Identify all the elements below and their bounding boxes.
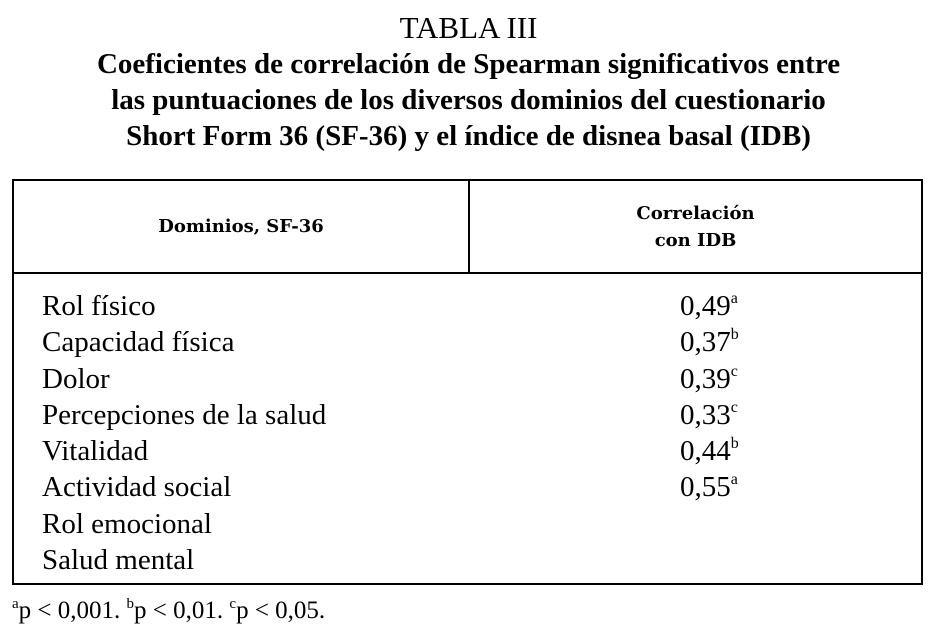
table-row [14,288,921,324]
table-row [14,542,921,578]
footnote-text: p < 0,001. [18,597,121,624]
correlation-value: 0,49 [680,290,731,322]
domain-cell: Salud mental [42,544,195,577]
correlation-cell [680,469,738,505]
footnote-mark: b [126,596,135,612]
significance-mark: b [730,435,739,453]
table-header-row [14,181,921,274]
footnote-text: p < 0,05. [236,597,326,624]
correlation-value: 0,37 [680,326,731,359]
table-row [14,469,921,505]
domain-cell: Percepciones de la salud [42,398,327,431]
table-caption [12,46,925,154]
significance-mark: b [730,326,739,344]
table-body [14,288,921,578]
correlation-value: 0,39 [680,362,731,395]
footnote-text: p < 0,01. [134,597,224,624]
caption-line-1: Coeficientes de correlación de Spearman significativos entre [96,48,841,80]
correlation-cell [680,433,739,469]
domain-cell: Rol emocional [42,507,212,540]
significance-mark: c [730,398,738,416]
column-header-correlation [470,181,921,272]
table-row [14,433,921,469]
column-header-correlation-line2: con IDB [654,229,737,251]
footnote-mark: a [12,596,19,612]
domain-cell: Rol físico [42,290,156,322]
table-row [14,506,921,542]
table-title-block [0,10,937,154]
domain-cell: Vitalidad [42,435,149,468]
correlation-table [12,179,923,585]
correlation-cell [680,397,738,433]
column-header-domains-label: Dominios, SF-36 [158,216,324,237]
table-label: TABLA III [399,10,538,45]
column-header-domains [14,181,468,272]
correlation-value: 0,55 [680,471,731,504]
correlation-value: 0,33 [680,398,731,431]
significance-mark: c [730,362,738,380]
table-footnote [12,596,325,626]
caption-line-2: las puntuaciones de los diversos dominios del cuestionario [111,84,826,116]
correlation-value: 0,44 [680,435,731,468]
correlation-cell [680,288,738,324]
caption-line-3: Short Form 36 (SF-36) y el índice de disnea basal (IDB) [126,120,811,152]
domain-cell: Capacidad física [42,326,235,359]
domain-cell: Dolor [42,362,110,395]
domain-cell: Actividad social [42,471,232,504]
table-row [14,397,921,433]
correlation-cell [680,361,738,397]
table-row [14,361,921,397]
footnote-mark: c [229,596,237,612]
column-header-correlation-line1: Correlación [636,202,755,224]
correlation-cell [680,324,739,360]
table-row [14,324,921,360]
significance-mark: a [730,290,738,307]
significance-mark: a [730,471,738,489]
